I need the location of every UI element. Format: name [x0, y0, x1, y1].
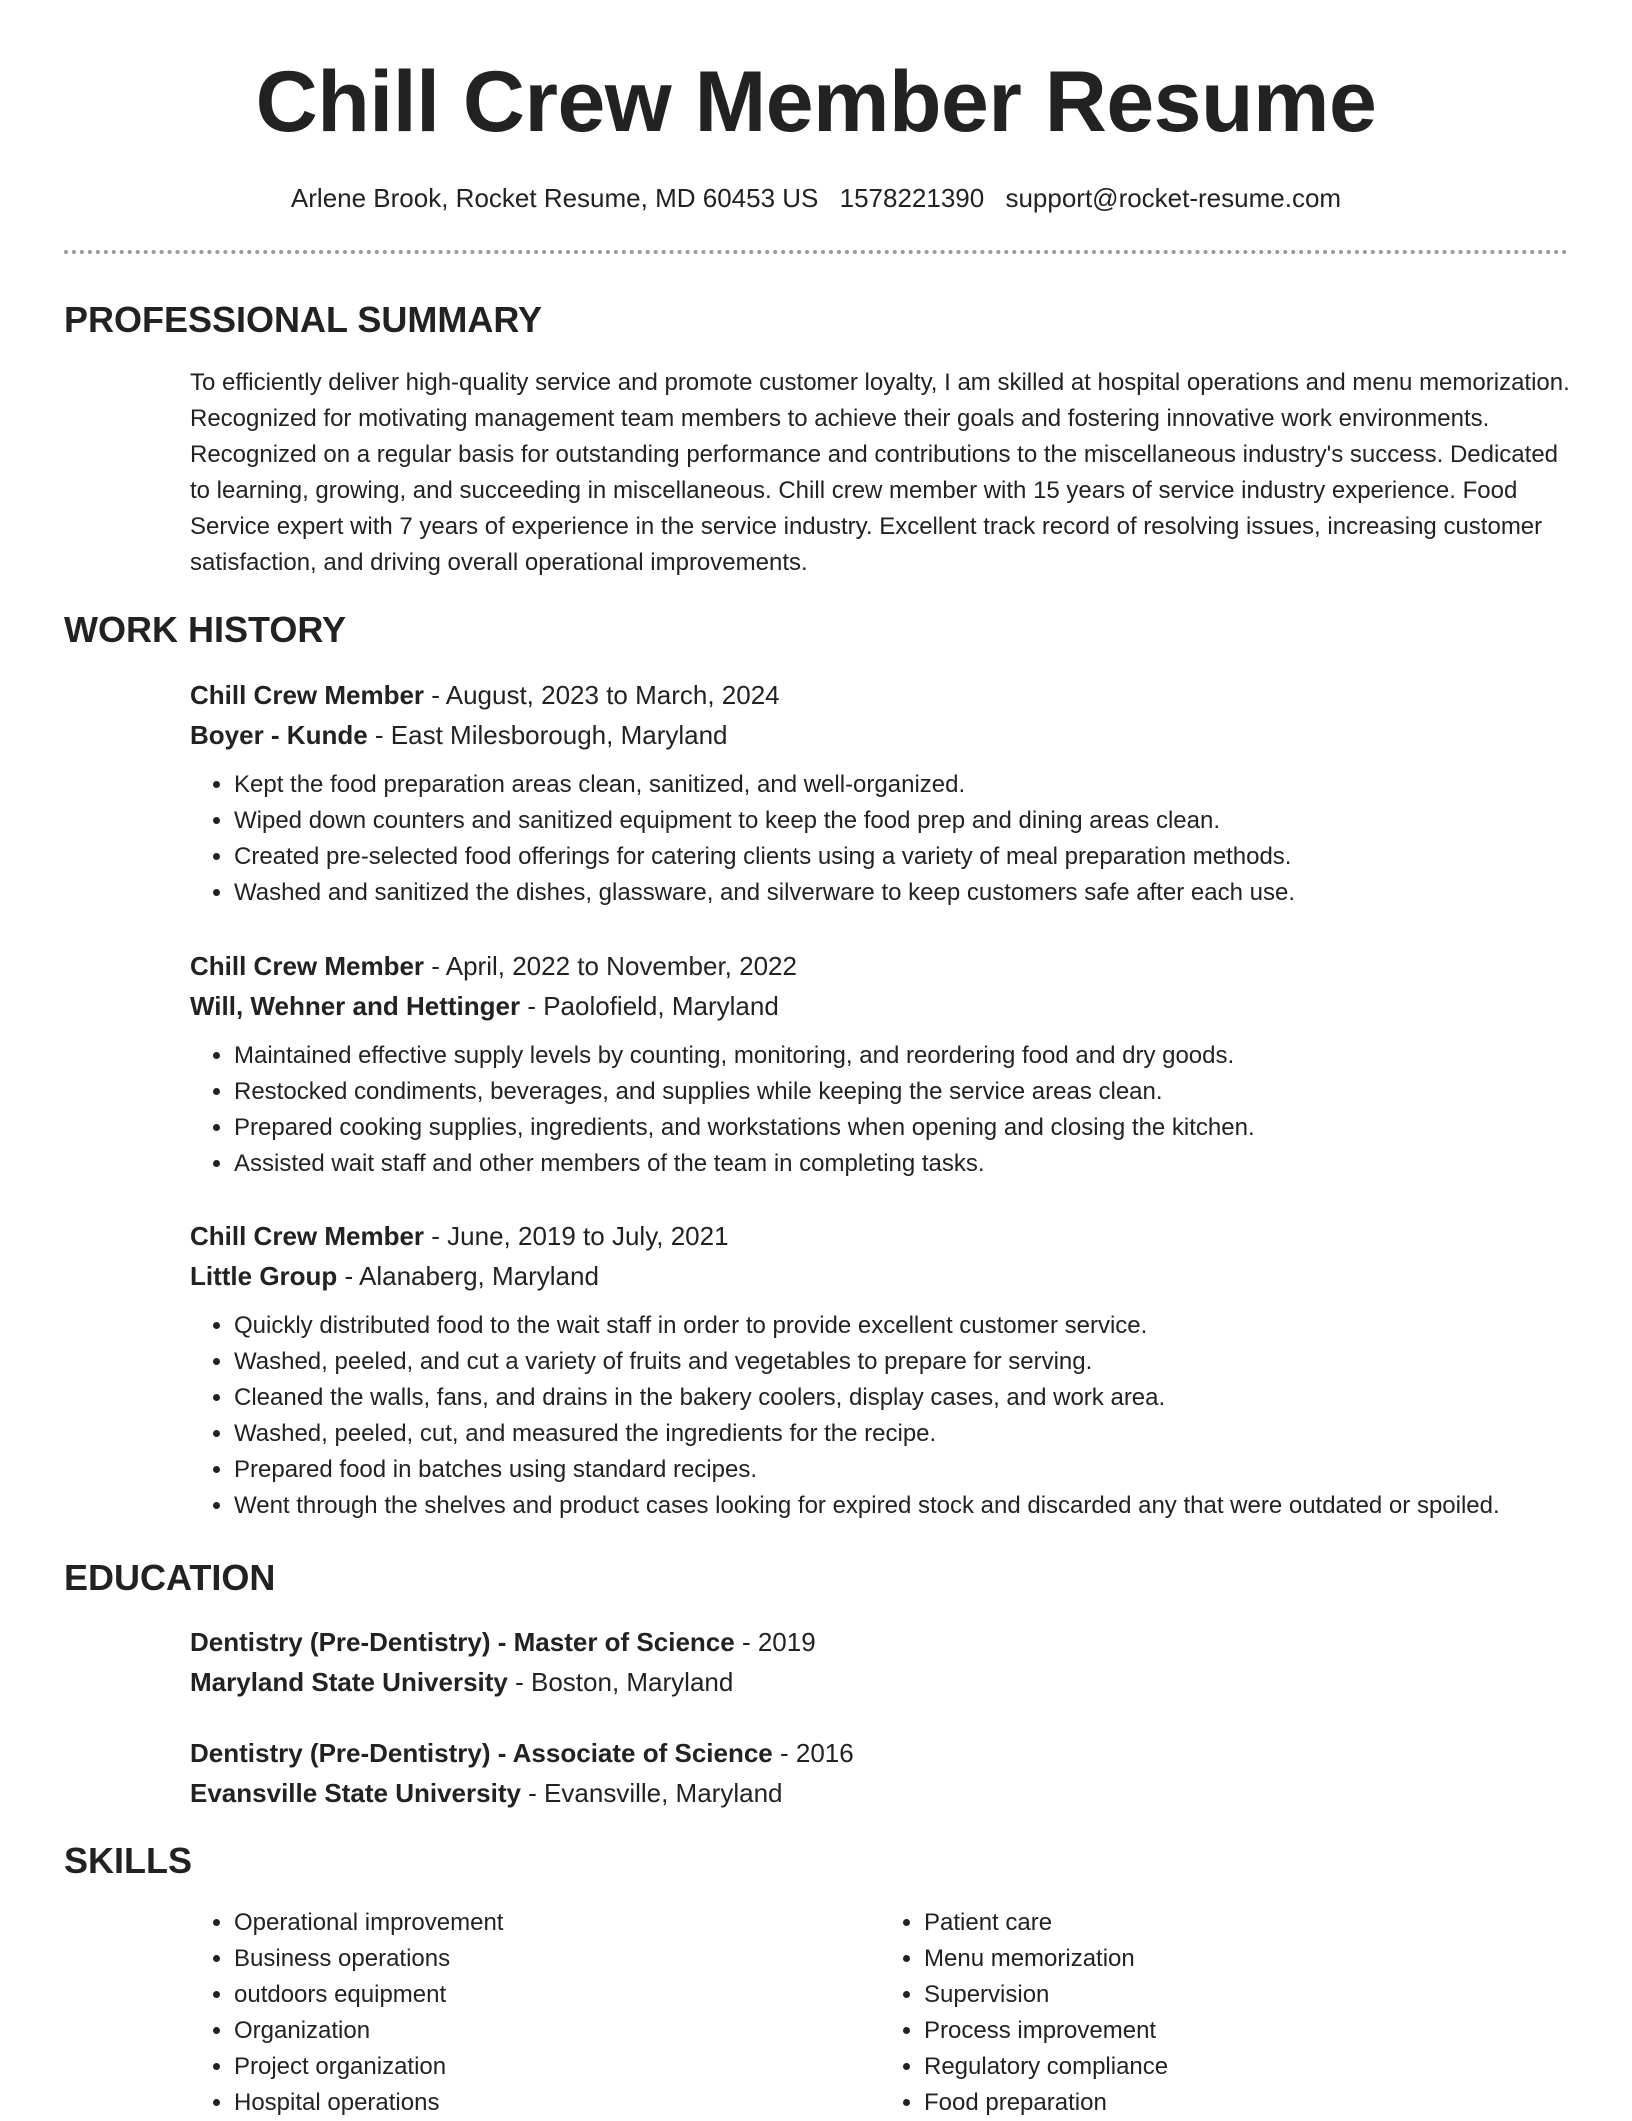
header-divider: [64, 250, 1568, 254]
job-title: Chill Crew Member: [190, 951, 425, 981]
job-company-line: [190, 986, 1570, 1026]
list-item: • Created pre-selected food offerings for catering clients using a variety of meal preparation methods.: [234, 839, 1570, 875]
skills-list-right: [880, 1905, 1570, 2121]
list-item: • Organization: [234, 2013, 880, 2049]
contact-address: Arlene Brook, Rocket Resume, MD 60453 US: [290, 183, 819, 213]
list-item: • Kept the food preparation areas clean, sanitized, and well-organized.: [234, 767, 1570, 803]
summary-text: To efficiently deliver high-quality service and promote customer loyalty, I am skilled at hospital operations and menu memorization. Recognized for motivating management team members to achieve their goals and fostering innovative work environments. Recognized on a regular basis for outstanding performance and contributions to the miscellaneous industry's success. Dedicated to learning, growing, and succeeding in miscellaneous. Chill crew member with 15 years of service industry experience. Food Service expert with 7 years of experience in the service industry. Excellent track record of resolving issues, increasing customer satisfaction, and driving overall operational improvements.: [190, 369, 1570, 576]
job-company-line: [190, 715, 1570, 755]
job-location: - Paolofield, Maryland: [520, 991, 779, 1021]
list-item: • Washed, peeled, cut, and measured the ingredients for the recipe.: [234, 1416, 1570, 1452]
list-item: • Operational improvement: [234, 1905, 880, 1941]
list-item: • Project organization: [234, 2049, 880, 2085]
skills-list-left: [190, 1905, 880, 2121]
job-company: Little Group: [190, 1261, 338, 1291]
list-item: • Wiped down counters and sanitized equipment to keep the food prep and dining areas clean.: [234, 803, 1570, 839]
job-location: - Alanaberg, Maryland: [337, 1261, 599, 1291]
skills-heading: SKILLS: [64, 1840, 193, 1881]
list-item: • Maintained effective supply levels by counting, monitoring, and reordering food and dry goods.: [234, 1038, 1570, 1074]
list-item: • Process improvement: [924, 2013, 1570, 2049]
job-title-line: [190, 946, 1570, 986]
job-bullets: [190, 1038, 1570, 1182]
summary-heading: PROFESSIONAL SUMMARY: [64, 299, 543, 340]
job-company-line: [190, 1256, 1570, 1296]
list-item: • Patient care: [924, 1905, 1570, 1941]
degree: Dentistry (Pre-Dentistry) - Associate of Science: [190, 1738, 773, 1768]
education-entry: [190, 1733, 1570, 1813]
list-item: • Assisted wait staff and other members of the team in completing tasks.: [234, 1146, 1570, 1182]
list-item: • Hospital operations: [234, 2085, 880, 2121]
contact-email[interactable]: support@rocket-resume.com: [1005, 183, 1342, 213]
degree-line: [190, 1733, 1570, 1773]
list-item: • Prepared cooking supplies, ingredients, and workstations when opening and closing the kitchen.: [234, 1110, 1570, 1146]
degree-year: - 2016: [772, 1738, 854, 1768]
school-line: [190, 1662, 1570, 1702]
skills-columns: [190, 1905, 1570, 2121]
contact-line: [0, 180, 1632, 216]
education-heading: EDUCATION: [64, 1557, 276, 1598]
job-title: Chill Crew Member: [190, 1221, 425, 1251]
list-item: • Restocked condiments, beverages, and supplies while keeping the service areas clean.: [234, 1074, 1570, 1110]
degree: Dentistry (Pre-Dentistry) - Master of Science: [190, 1627, 735, 1657]
school: Evansville State University: [190, 1778, 521, 1808]
school: Maryland State University: [190, 1667, 508, 1697]
list-item: • Prepared food in batches using standard recipes.: [234, 1452, 1570, 1488]
job-company: Boyer - Kunde: [190, 720, 368, 750]
job-entry: [190, 1216, 1570, 1524]
list-item: • Food preparation: [924, 2085, 1570, 2121]
degree-year: - 2019: [734, 1627, 816, 1657]
skills-section: [190, 1905, 1570, 2121]
degree-line: [190, 1622, 1570, 1662]
list-item: • Went through the shelves and product cases looking for expired stock and discarded any that were outdated or spoiled.: [234, 1488, 1570, 1524]
job-dates: - June, 2019 to July, 2021: [424, 1221, 729, 1251]
job-entry: [190, 675, 1570, 911]
school-location: - Boston, Maryland: [507, 1667, 734, 1697]
work-history-heading: WORK HISTORY: [64, 609, 347, 650]
list-item: • Business operations: [234, 1941, 880, 1977]
list-item: • Washed and sanitized the dishes, glassware, and silverware to keep customers safe after each use.: [234, 875, 1570, 911]
job-location: - East Milesborough, Maryland: [367, 720, 728, 750]
list-item: • Cleaned the walls, fans, and drains in the bakery coolers, display cases, and work area.: [234, 1380, 1570, 1416]
job-title-line: [190, 675, 1570, 715]
list-item: • Menu memorization: [924, 1941, 1570, 1977]
list-item: • outdoors equipment: [234, 1977, 880, 2013]
job-bullets: [190, 1308, 1570, 1524]
education-entry: [190, 1622, 1570, 1702]
resume-title: Chill Crew Member Resume: [255, 54, 1377, 150]
job-title: Chill Crew Member: [190, 680, 425, 710]
contact-phone[interactable]: 1578221390: [839, 183, 985, 213]
job-dates: - April, 2022 to November, 2022: [424, 951, 797, 981]
list-item: • Supervision: [924, 1977, 1570, 2013]
job-entry: [190, 946, 1570, 1182]
list-item: • Quickly distributed food to the wait staff in order to provide excellent customer service.: [234, 1308, 1570, 1344]
job-title-line: [190, 1216, 1570, 1256]
school-line: [190, 1773, 1570, 1813]
list-item: • Washed, peeled, and cut a variety of fruits and vegetables to prepare for serving.: [234, 1344, 1570, 1380]
job-company: Will, Wehner and Hettinger: [190, 991, 521, 1021]
list-item: • Regulatory compliance: [924, 2049, 1570, 2085]
job-dates: - August, 2023 to March, 2024: [424, 680, 780, 710]
school-location: - Evansville, Maryland: [520, 1778, 783, 1808]
summary-section: [190, 365, 1570, 581]
job-bullets: [190, 767, 1570, 911]
